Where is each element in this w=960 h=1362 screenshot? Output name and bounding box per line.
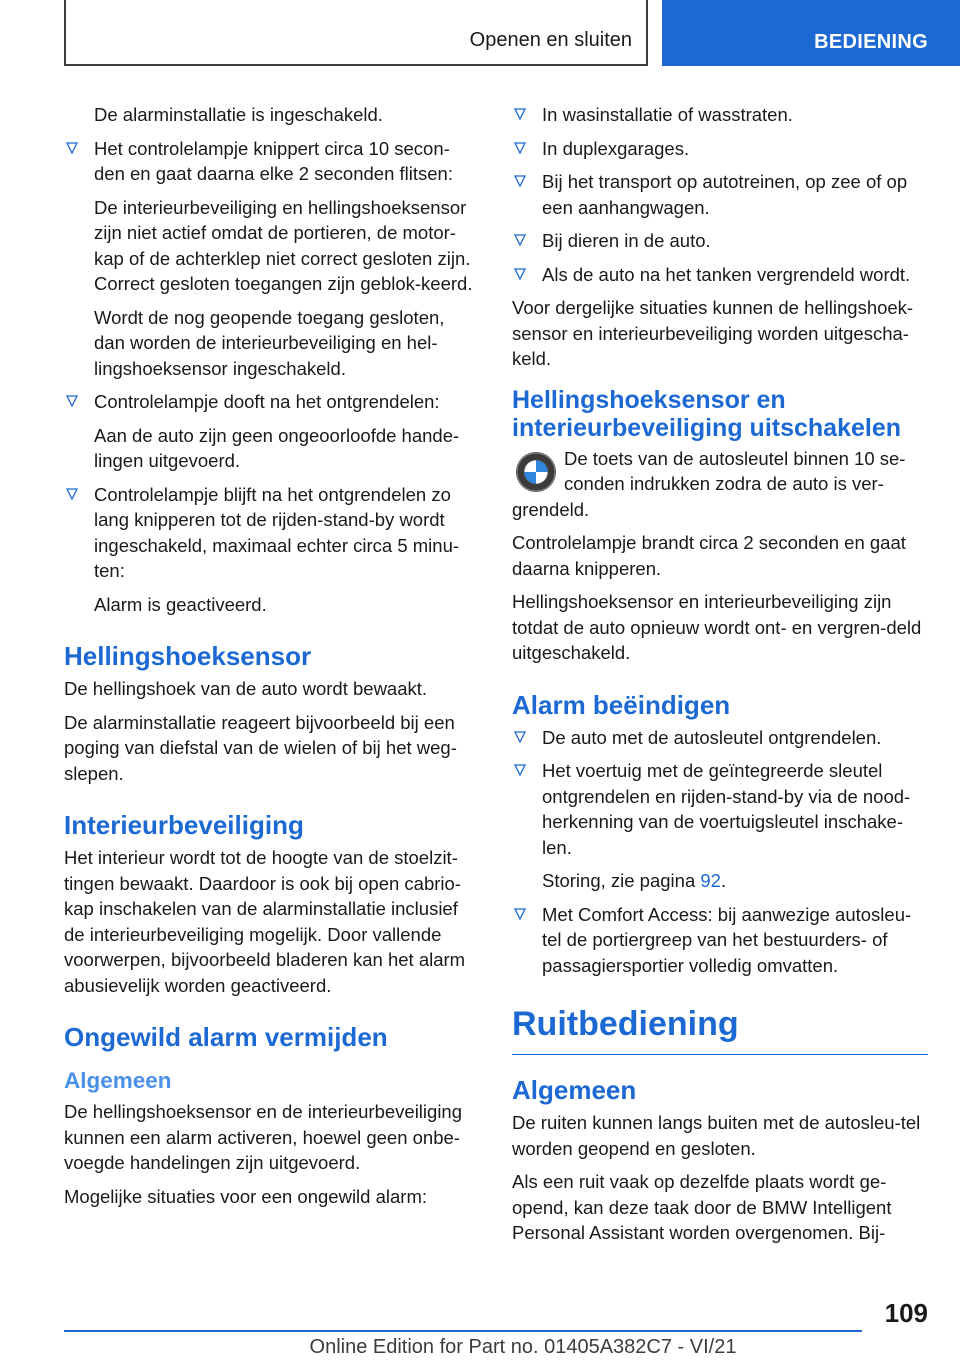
list-item-text: Bij dieren in de auto. <box>542 230 711 251</box>
edition-line <box>0 1336 960 1359</box>
subheading-algemeen: Algemeen <box>64 1068 172 1093</box>
paragraph: De hellingshoeksensor en de interieurbeveiliging kunnen een alarm activeren, hoewel geen onbe-voegde handelingen zijn uitgevoerd. <box>64 1101 463 1173</box>
list-item-note <box>542 868 928 894</box>
list-item-text: Controlelampje blijft na het ontgrendelen zo lang knipperen tot de rijden-stand-by wordt ingeschakeld, maximaal echter circa 5 minu-ten: <box>94 483 460 581</box>
page-number: 109 <box>884 1298 928 1328</box>
chapter-title: Openen en sluiten <box>469 29 632 51</box>
footer-divider <box>64 1330 862 1332</box>
triangle-bullet-icon <box>66 488 78 500</box>
list-item <box>512 136 928 162</box>
triangle-bullet-icon <box>514 764 526 776</box>
list-item <box>512 758 928 894</box>
triangle-bullet-icon <box>514 268 526 280</box>
list-item <box>64 136 480 382</box>
bmw-logo-icon <box>514 450 558 494</box>
list-item <box>64 389 480 474</box>
triangle-bullet-icon <box>514 142 526 154</box>
triangle-bullet-icon <box>66 395 78 407</box>
right-column <box>512 102 928 1254</box>
list-item <box>512 725 928 751</box>
triangle-bullet-icon <box>514 234 526 246</box>
list-item-text: Met Comfort Access: bij aanwezige autosleu-tel de portiergreep van het bestuurders- of passagiersportier volledig omvatten. <box>542 903 912 976</box>
note-suffix: . <box>720 870 727 891</box>
header-chapter-box <box>64 0 648 66</box>
list-item-text: Bij het transport op autotreinen, op zee of op een aanhangwagen. <box>542 171 908 218</box>
list-item-text: Als de auto na het tanken vergrendeld wordt. <box>542 263 911 285</box>
heading-interieurbeveiliging: Interieurbeveiliging <box>64 810 304 840</box>
paragraph: De alarminstallatie reageert bijvoorbeeld bij een poging van diefstal van de wielen of bij het weg-slepen. <box>64 711 457 784</box>
heading-ruitbediening: Ruitbediening <box>512 1004 928 1055</box>
list-item-text: In wasinstallatie of wasstraten. <box>542 104 793 125</box>
note-prefix: Storing, zie pagina <box>542 870 701 891</box>
list-item-text: Het voertuig met de geïntegreerde sleutel ontgrendelen en rijden-stand-by via de nood-herkenning van de voertuigsleutel inschake-len. <box>542 760 911 858</box>
paragraph: Controlelampje brandt circa 2 seconden en gaat daarna knipperen. <box>512 532 906 579</box>
list-item-text: In duplexgarages. <box>542 137 690 159</box>
paragraph: Voor dergelijke situaties kunnen de hellingshoek-sensor en interieurbeveiliging worden uitgescha-keld. <box>512 297 914 369</box>
list-item <box>64 482 480 618</box>
list-item-text: Controlelampje dooft na het ontgrendelen: <box>94 391 440 412</box>
heading-ruit-algemeen: Algemeen <box>512 1075 637 1105</box>
triangle-bullet-icon <box>514 908 526 920</box>
left-column <box>64 102 480 1217</box>
list-item <box>512 902 928 979</box>
list-item <box>512 228 928 254</box>
triangle-bullet-icon <box>514 731 526 743</box>
list-item-note: Aan de auto zijn geen ongeoorloofde hande-lingen uitgevoerd. <box>94 424 460 471</box>
list-item-text: Het controlelampje knippert circa 10 secon-den en gaat daarna elke 2 seconden flitsen: <box>94 137 453 184</box>
page-link[interactable]: 92 <box>700 870 721 891</box>
edition-text: Online Edition for Part no. 01405A382C7 - VI/21 <box>309 1336 737 1358</box>
triangle-bullet-icon <box>514 108 526 120</box>
section-title: BEDIENING <box>814 31 928 53</box>
list-item-note: Alarm is geactiveerd. <box>94 593 267 615</box>
list-item-note: Wordt de nog geopende toegang gesloten, dan worden de interieurbeveiliging en hel-lingshoeksensor ingeschakeld. <box>94 306 445 379</box>
triangle-bullet-icon <box>514 175 526 187</box>
paragraph: De ruiten kunnen langs buiten met de autosleu-tel worden geopend en gesloten. <box>512 1112 921 1159</box>
list-item <box>512 262 928 288</box>
paragraph: De toets van de autosleutel binnen 10 se-conden indrukken zodra de auto is ver-grendeld. <box>512 447 906 520</box>
list-item-note: De interieurbeveiliging en hellingshoeksensor zijn niet actief omdat de portieren, de motor-kap of de achterklep niet correct gesloten zijn. Correct gesloten toegangen zijn geblok-keerd. <box>94 196 473 294</box>
paragraph: De alarminstallatie is ingeschakeld. <box>94 104 383 125</box>
triangle-bullet-icon <box>66 142 78 154</box>
list-item-text: De auto met de autosleutel ontgrendelen. <box>542 726 882 748</box>
paragraph: Het interieur wordt tot de hoogte van de stoelzit-tingen bewaakt. Daardoor is ook bij open cabrio-kap inschakelen van de alarminstallatie inclusief de interieurbeveiliging mogelijk. Door vallende voorwerpen, bijvoorbeeld bladeren kan het alarm abusievelijk worden geactiveerd. <box>64 847 466 996</box>
heading-hellingshoeksensor: Hellingshoeksensor <box>64 641 312 671</box>
heading-alarm-beeindigen: Alarm beëindigen <box>512 689 731 720</box>
paragraph: Als een ruit vaak op dezelfde plaats wordt ge-opend, kan deze taak door de BMW Intelligent Personal Assistant worden overgenomen. Bij- <box>512 1171 892 1243</box>
list-item <box>512 102 928 128</box>
list-item <box>512 169 928 220</box>
paragraph: Hellingshoeksensor en interieurbeveiliging zijn totdat de auto opnieuw wordt ont- en vergren-deld uitgeschakeld. <box>512 591 922 663</box>
paragraph: Mogelijke situaties voor een ongewild alarm: <box>64 1185 427 1207</box>
header-section-tab[interactable] <box>662 0 960 66</box>
heading-ongewild-alarm: Ongewild alarm vermijden <box>64 1022 388 1052</box>
subheading-uitschakelen: Hellingshoeksensor en interieurbeveiliging uitschakelen <box>512 385 902 442</box>
paragraph: De hellingshoek van de auto wordt bewaakt. <box>64 678 428 699</box>
